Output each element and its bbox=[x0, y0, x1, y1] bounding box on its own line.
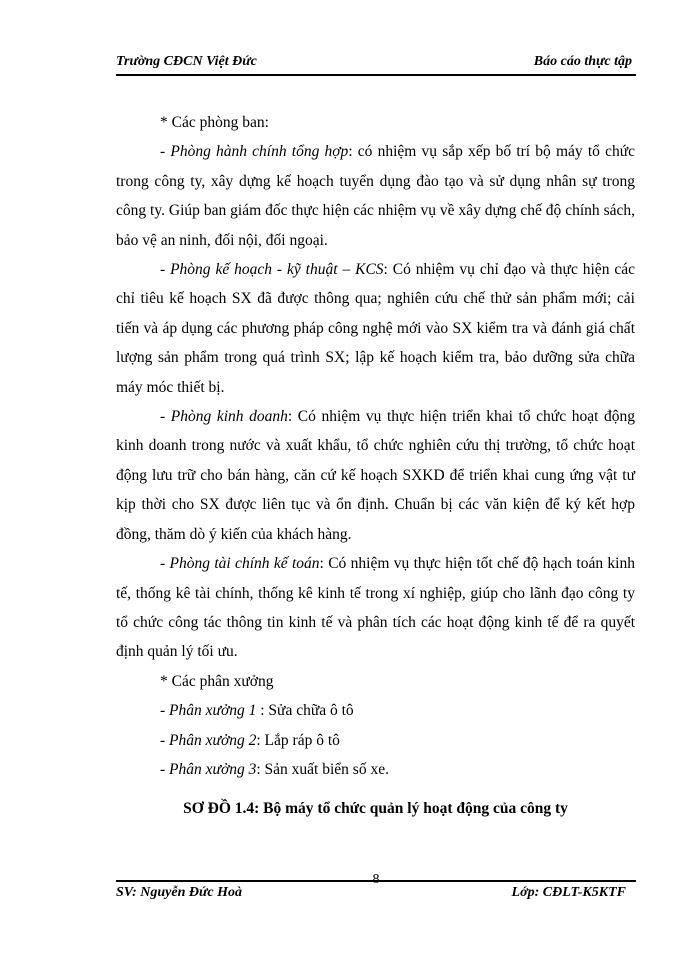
header-school-name: Trường CĐCN Việt Đức bbox=[116, 54, 257, 69]
term-planning-department: - Phòng kế hoạch - kỹ thuật – KCS bbox=[160, 261, 384, 279]
term-workshop-2: - Phân xưởng 2 bbox=[160, 731, 257, 749]
workshops-heading: * Các phân xưởng bbox=[160, 672, 274, 690]
paragraph-finance-department bbox=[116, 549, 635, 667]
term-workshop-1: - Phân xưởng 1 bbox=[160, 702, 261, 720]
footer-class-code: Lớp: CĐLT-K5KTF bbox=[511, 885, 626, 900]
term-business-department: - Phòng kinh doanh bbox=[160, 408, 288, 426]
text-planning-department: : Có nhiệm vụ chỉ đạo và thực hiện các chỉ tiêu kế hoạch SX đã được thông qua; nghiên cứu chế thử sản phẩm mới; cải tiến và áp dụng các phương pháp công nghệ mới vào SX kiểm tra và đánh giá chất lượng sản phẩm trong quá trình SX; lập kế hoạch kiểm tra, bảo dưỡng sửa chữa máy móc thiết bị. bbox=[116, 261, 635, 396]
page-footer bbox=[116, 872, 636, 901]
paragraph-admin-department bbox=[116, 137, 635, 255]
footer-student-name: SV: Nguyễn Đức Hoà bbox=[116, 885, 242, 900]
workshop-3 bbox=[116, 755, 635, 784]
page-header bbox=[116, 50, 636, 76]
text-admin-department: : có nhiệm vụ sắp xếp bố trí bộ máy tổ chức trong công ty, xây dựng kế hoạch tuyển dụng đào tạo và sử dụng nhân sự trong công ty. Giúp ban giám đốc thực hiện các nhiệm vụ về xây dựng chế độ chính sách, bảo vệ an ninh, đối nội, đối ngoại. bbox=[116, 143, 635, 249]
text-workshop-3: : Sản xuất biển số xe. bbox=[256, 760, 389, 778]
text-workshop-2: : Lắp ráp ô tô bbox=[256, 731, 340, 749]
departments-heading: * Các phòng ban: bbox=[160, 114, 269, 131]
text-business-department: : Có nhiệm vụ thực hiện triển khai tổ chức hoạt động kinh doanh trong nước và xuất khẩu, tổ chức nghiên cứu thị trường, tổ chức hoạt động lưu trữ cho bán hàng, căn cứ kế hoạch SXKD để triển khai cung ứng vật tư kịp thời cho SX được liên tục và ổn định. Chuẩn bị các văn kiện để ký kết hợp đồng, thăm dò ý kiến của khách hàng. bbox=[116, 408, 635, 543]
workshop-1 bbox=[116, 696, 635, 725]
document-body bbox=[116, 108, 635, 784]
term-admin-department: - Phòng hành chính tổng hợp bbox=[160, 143, 349, 161]
text-finance-department: : Có nhiệm vụ thực hiện tốt chế độ hạch toán kinh tế, thống kê tài chính, thống kê kinh tế trong xí nghiệp, giúp cho lãnh đạo công ty tổ chức công tác thông tin kinh tế và phân tích các hoạt động kinh tế để ra quyết định quản lý tối ưu. bbox=[116, 555, 635, 661]
paragraph-planning-department bbox=[116, 255, 635, 402]
workshop-2 bbox=[116, 726, 635, 755]
header-report-title: Báo cáo thực tập bbox=[533, 54, 632, 69]
term-workshop-3: - Phân xưởng 3 bbox=[160, 760, 257, 778]
paragraph-business-department bbox=[116, 402, 635, 549]
page-number: 8 bbox=[372, 872, 380, 887]
text-workshop-1: : Sửa chữa ô tô bbox=[260, 702, 354, 720]
term-finance-department: - Phòng tài chính kế toán bbox=[160, 555, 320, 573]
diagram-caption: SƠ ĐỒ 1.4: Bộ máy tổ chức quản lý hoạt động của công ty bbox=[183, 800, 568, 817]
